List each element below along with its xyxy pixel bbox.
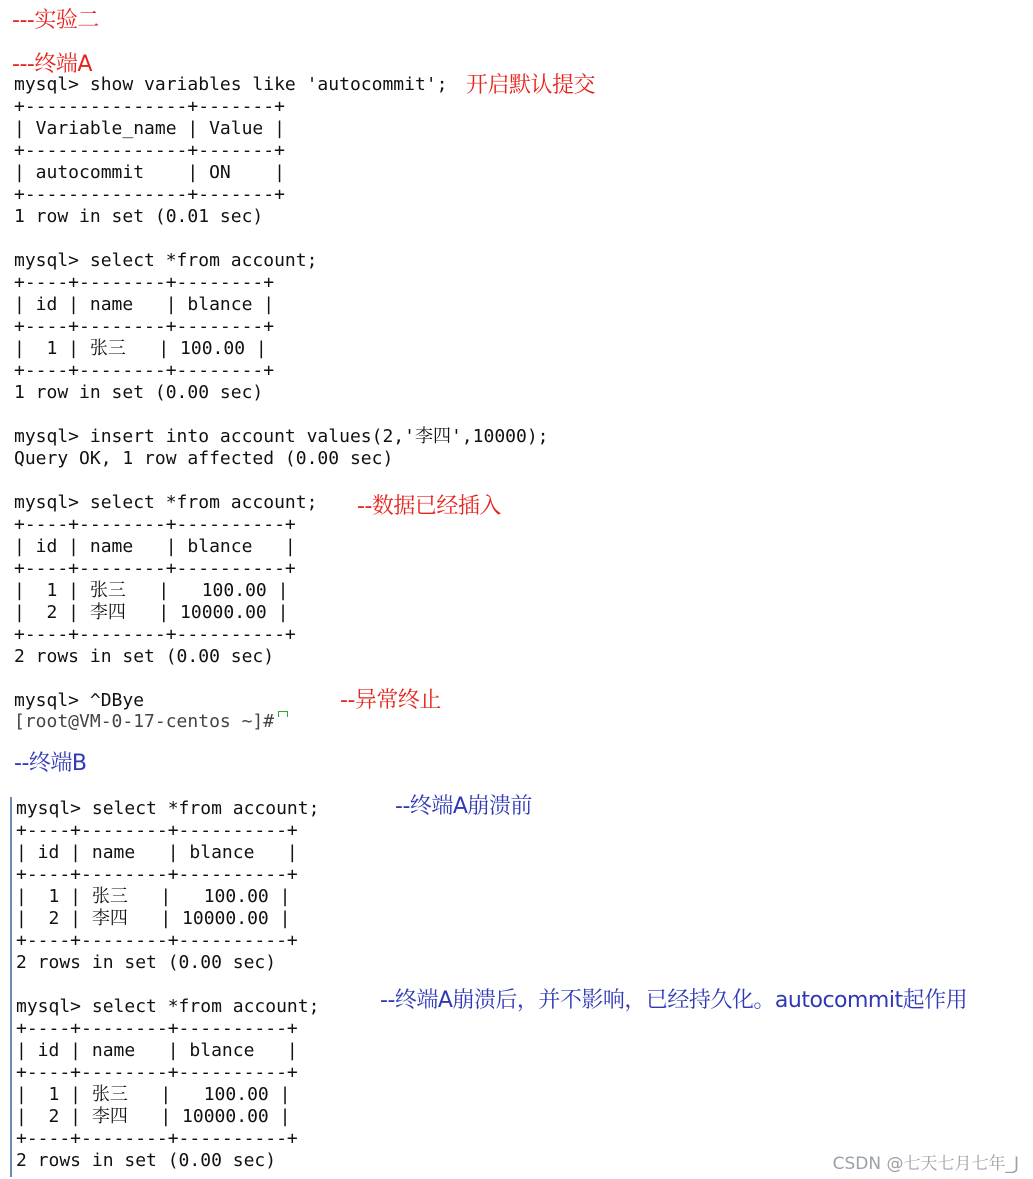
terminal-line: mysql> insert into account values(2,'李四',10000); bbox=[14, 426, 549, 447]
terminal-line: 1 row in set (0.01 sec) bbox=[14, 206, 264, 227]
terminal-line: | id | name | blance | bbox=[14, 536, 296, 557]
terminal-line bbox=[14, 228, 549, 250]
terminal-line: 2 rows in set (0.00 sec) bbox=[16, 952, 277, 973]
terminal-line: | 2 | 李四 | 10000.00 | bbox=[16, 908, 291, 929]
terminal-line: | id | name | blance | bbox=[16, 842, 298, 863]
terminal-line: +----+--------+----------+ bbox=[16, 1128, 298, 1149]
terminal-line: +----+--------+--------+ bbox=[14, 272, 275, 293]
terminal-line: +----+--------+----------+ bbox=[16, 864, 298, 885]
after-crash-note: --终端A崩溃后，并不影响，已经持久化。autocommit起作用 bbox=[380, 988, 968, 1013]
terminal-line: +----+--------+----------+ bbox=[16, 820, 298, 841]
terminal-line: +----+--------+----------+ bbox=[14, 624, 296, 645]
terminal-line: +----+--------+----------+ bbox=[16, 930, 298, 951]
terminal-line: | 1 | 张三 | 100.00 | bbox=[16, 886, 291, 907]
terminal-line bbox=[14, 404, 549, 426]
terminal-line: | 1 | 张三 | 100.00 | bbox=[14, 580, 289, 601]
terminal-line: 1 row in set (0.00 sec) bbox=[14, 382, 264, 403]
terminal-line: +----+--------+--------+ bbox=[14, 316, 275, 337]
terminal-line: Query OK, 1 row affected (0.00 sec) bbox=[14, 448, 394, 469]
terminal-line: mysql> show variables like 'autocommit'; bbox=[14, 74, 448, 95]
terminal-line bbox=[14, 470, 549, 492]
terminal-line: | 2 | 李四 | 10000.00 | bbox=[16, 1106, 291, 1127]
terminal-line bbox=[14, 668, 549, 690]
terminal-line: | 2 | 李四 | 10000.00 | bbox=[14, 602, 289, 623]
abnormal-exit-note: --异常终止 bbox=[340, 688, 441, 713]
terminal-b-label: --终端B bbox=[14, 751, 87, 776]
terminal-line: +----+--------+----------+ bbox=[14, 558, 296, 579]
before-crash-note: --终端A崩溃前 bbox=[395, 794, 532, 819]
terminal-line: +----+--------+----------+ bbox=[14, 514, 296, 535]
terminal-line: mysql> select *from account; bbox=[14, 492, 318, 513]
terminal-line: | id | name | blance | bbox=[14, 294, 275, 315]
terminal-line: 2 rows in set (0.00 sec) bbox=[16, 1150, 277, 1171]
clipped-text: [root@VM-0-17-centos ~]# bbox=[14, 711, 275, 732]
terminal-line: | 1 | 张三 | 100.00 | bbox=[14, 338, 267, 359]
terminal-line: mysql> select *from account; bbox=[14, 250, 318, 271]
terminal-line: | Variable_name | Value | bbox=[14, 118, 285, 139]
terminal-a-label: ---终端A bbox=[12, 52, 92, 77]
terminal-line: mysql> select *from account; bbox=[16, 798, 320, 819]
terminal-line: 2 rows in set (0.00 sec) bbox=[14, 646, 275, 667]
terminal-line: | id | name | blance | bbox=[16, 1040, 298, 1061]
terminal-line: mysql> select *from account; bbox=[16, 996, 320, 1017]
terminal-line: | autocommit | ON | bbox=[14, 162, 285, 183]
autocommit-on-note: 开启默认提交 bbox=[466, 73, 596, 98]
terminal-line: mysql> ^DBye bbox=[14, 690, 145, 711]
terminal-b-output bbox=[16, 798, 319, 1172]
terminal-line: +---------------+-------+ bbox=[14, 140, 285, 161]
terminal-cursor bbox=[278, 711, 288, 717]
terminal-line: | 1 | 张三 | 100.00 | bbox=[16, 1084, 291, 1105]
experiment-title: ---实验二 bbox=[12, 8, 99, 33]
terminal-line: +----+--------+--------+ bbox=[14, 360, 275, 381]
terminal-a-output bbox=[14, 74, 549, 712]
terminal-line: +---------------+-------+ bbox=[14, 184, 285, 205]
csdn-watermark: CSDN @七天七月七年_J bbox=[832, 1154, 1019, 1174]
terminal-b-edge bbox=[10, 797, 12, 1177]
terminal-line bbox=[16, 974, 319, 996]
terminal-line: +----+--------+----------+ bbox=[16, 1062, 298, 1083]
terminal-line: +----+--------+----------+ bbox=[16, 1018, 298, 1039]
terminal-line: +---------------+-------+ bbox=[14, 96, 285, 117]
data-inserted-note: --数据已经插入 bbox=[357, 494, 501, 519]
